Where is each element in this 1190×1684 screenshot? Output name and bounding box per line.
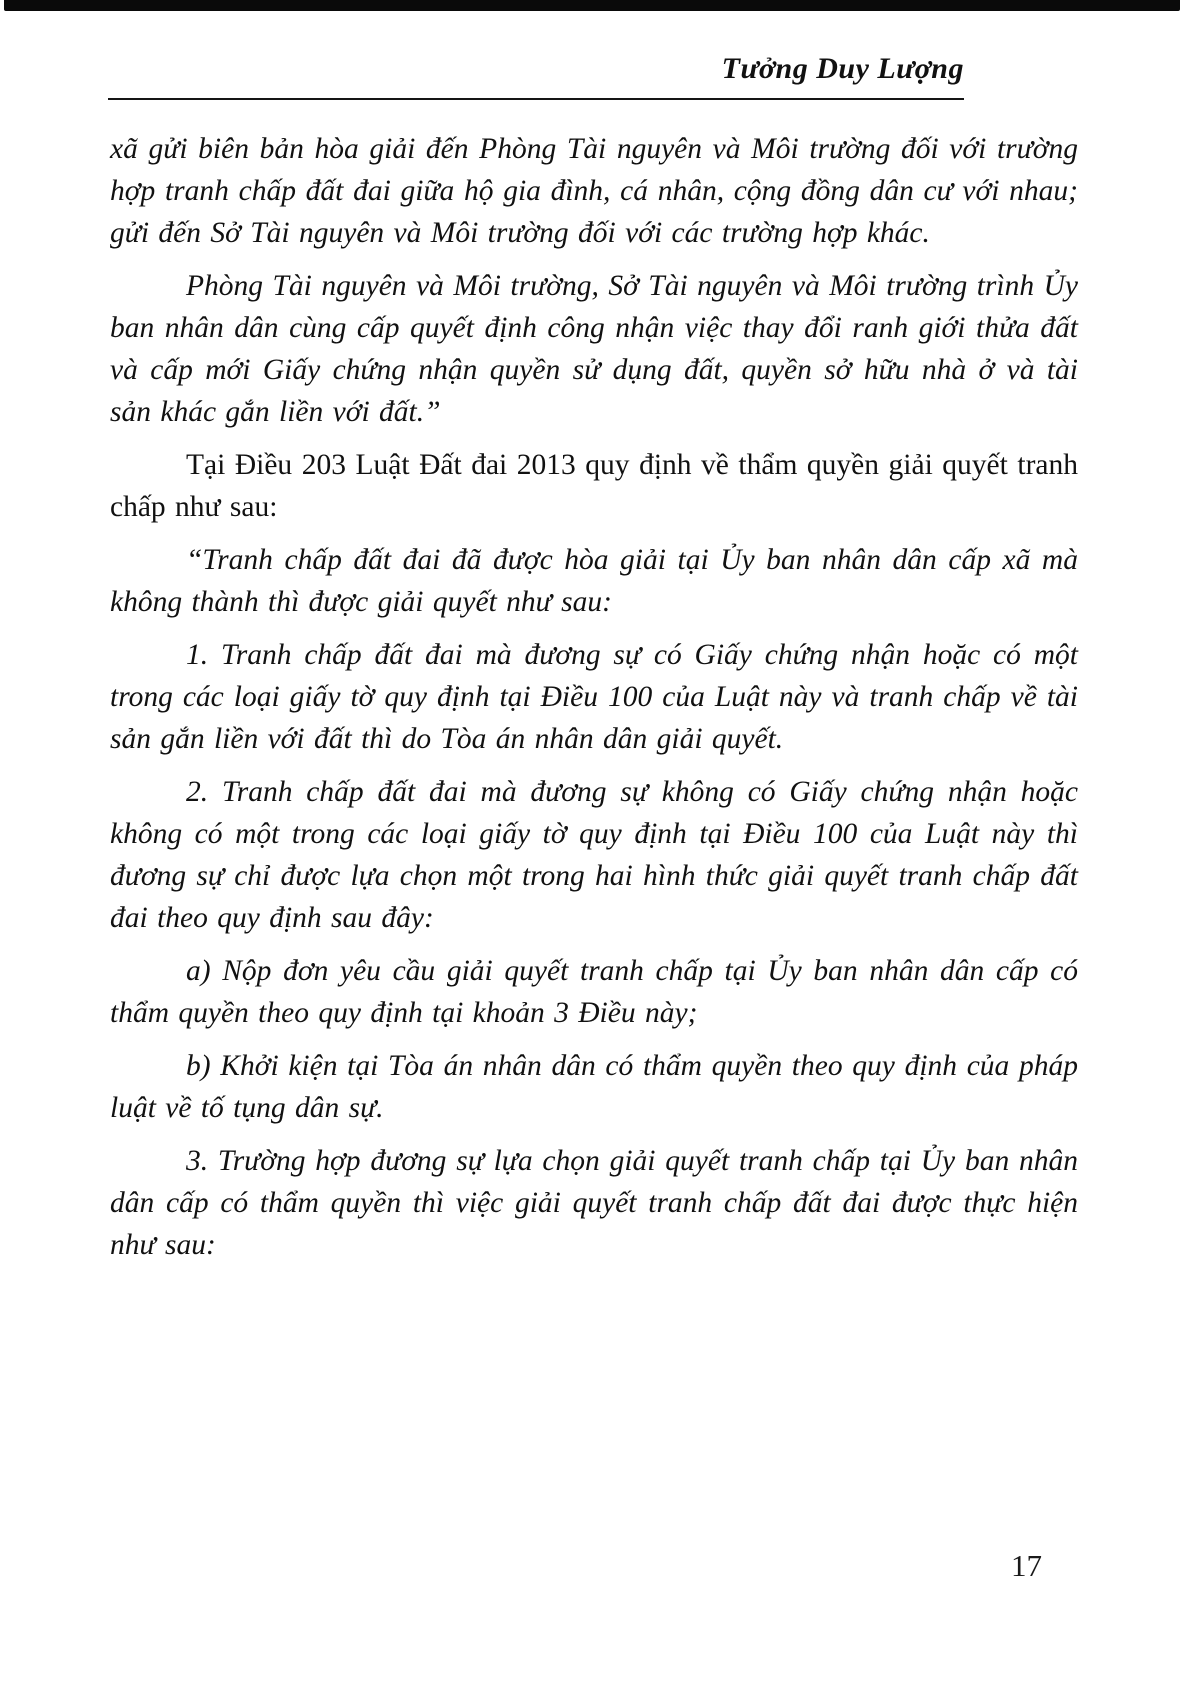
paragraph: b) Khởi kiện tại Tòa án nhân dân có thẩm quyền theo quy định của pháp luật về tố tụng dân sự. <box>110 1050 1078 1124</box>
paragraph: xã gửi biên bản hòa giải đến Phòng Tài nguyên và Môi trường đối với trường hợp tranh chấp đất đai giữa hộ gia đình, cá nhân, cộng đồng dân cư với nhau; gửi đến Sở Tài nguyên và Môi trường đối với các trường hợp khác. <box>110 133 1078 249</box>
page-footer <box>1011 1548 1042 1584</box>
paragraph: 1. Tranh chấp đất đai mà đương sự có Giấy chứng nhận hoặc có một trong các loại giấy tờ quy định tại Điều 100 của Luật này và tranh chấp về tài sản gắn liền với đất thì do Tòa án nhân dân giải quyết. <box>110 639 1078 755</box>
paragraph: Phòng Tài nguyên và Môi trường, Sở Tài nguyên và Môi trường trình Ủy ban nhân dân cùng cấp quyết định công nhận việc thay đổi ranh giới thửa đất và cấp mới Giấy chứng nhận quyền sử dụng đất, quyền sở hữu nhà ở và tài sản khác gắn liền với đất.” <box>110 270 1078 428</box>
scan-edge-artifact <box>4 0 1180 11</box>
paragraph: 2. Tranh chấp đất đai mà đương sự không có Giấy chứng nhận hoặc không có một trong các loại giấy tờ quy định tại Điều 100 của Luật này thì đương sự chỉ được lựa chọn một trong hai hình thức giải quyết tranh chấp đất đai theo quy định sau đây: <box>110 776 1078 934</box>
paragraph: 3. Trường hợp đương sự lựa chọn giải quyết tranh chấp tại Ủy ban nhân dân cấp có thẩm quyền thì việc giải quyết tranh chấp đất đai được thực hiện như sau: <box>110 1145 1078 1261</box>
running-header-author: Tưởng Duy Lượng <box>721 52 964 85</box>
paragraph: a) Nộp đơn yêu cầu giải quyết tranh chấp tại Ủy ban nhân dân cấp có thẩm quyền theo quy định tại khoản 3 Điều này; <box>110 955 1078 1029</box>
running-header <box>108 52 964 100</box>
body-text <box>110 128 1078 1277</box>
paragraph: “Tranh chấp đất đai đã được hòa giải tại Ủy ban nhân dân cấp xã mà không thành thì được giải quyết như sau: <box>110 544 1078 618</box>
page-number: 17 <box>1011 1548 1042 1583</box>
paragraph: Tại Điều 203 Luật Đất đai 2013 quy định về thẩm quyền giải quyết tranh chấp như sau: <box>110 449 1078 523</box>
